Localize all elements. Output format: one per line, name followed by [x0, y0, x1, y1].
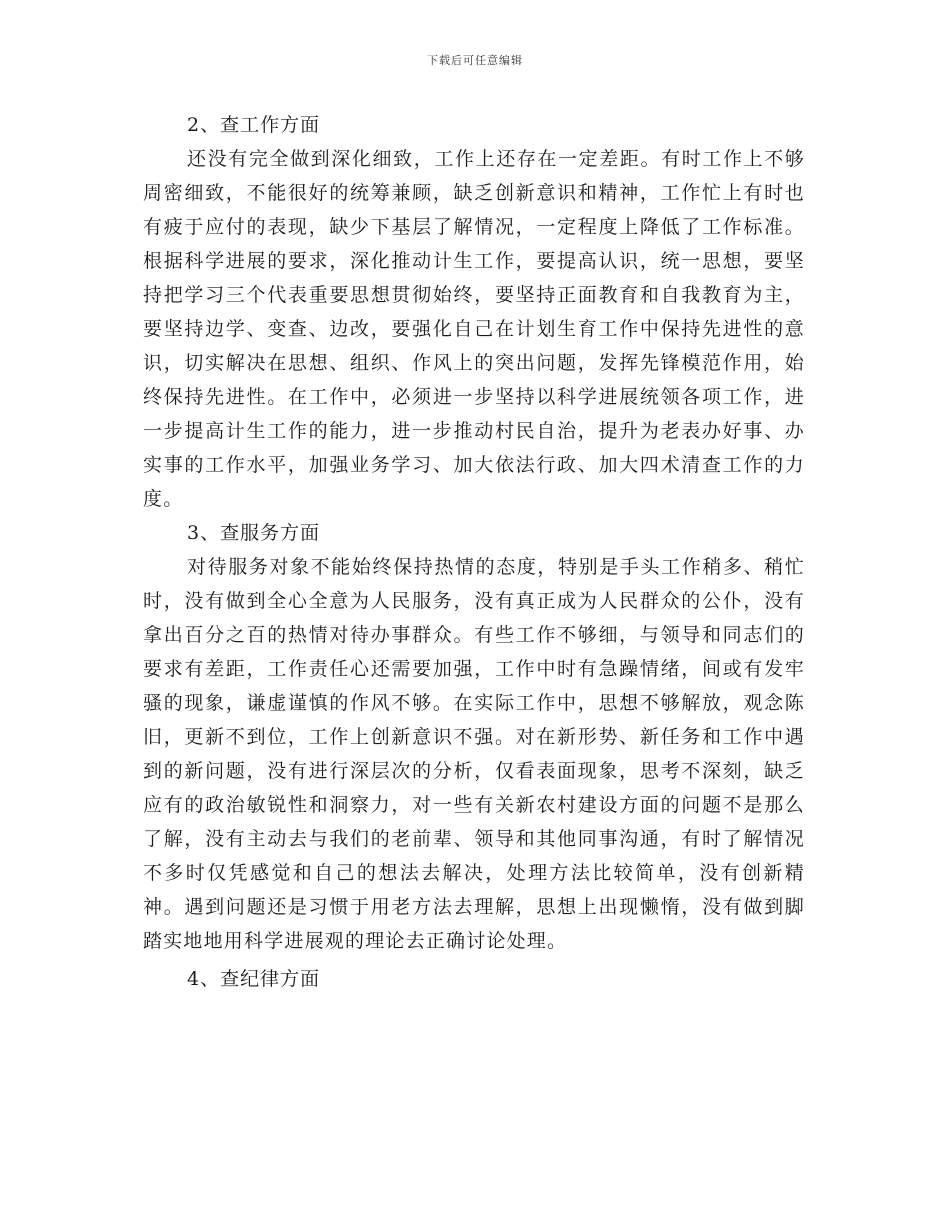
section-heading-work: 2、查工作方面 [187, 114, 321, 136]
section-body-work: 还没有完全做到深化细致，工作上还存在一定差距。有时工作上不够周密细致，不能很好的统筹兼顾，缺乏创新意识和精神，工作忙上有时也有疲于应付的表现，缺少下基层了解情况，一定程度上降低了工作标准。根据科学进展的要求，深化推动计生工作，要提高认识，统一思想，要坚持把学习三个代表重要思想贯彻始终，要坚持正面教育和自我教育为主，要坚持边学、变查、边改，要强化自己在计划生育工作中保持先进性的意识，切实解决在思想、组织、作风上的突出问题，发挥先锋模范作用，始终保持先进性。在工作中，必须进一步坚持以科学进展统领各项工作，进一步提高计生工作的能力，进一步推动村民自治，提升为老表办好事、办实事的工作水平，加强业务学习、加大依法行政、加大四术清查工作的力度。 [143, 148, 805, 510]
section-heading-discipline: 4、查纪律方面 [187, 968, 321, 990]
document-body [143, 108, 805, 996]
section-body-service: 对待服务对象不能始终保持热情的态度，特别是手头工作稍多、稍忙时，没有做到全心全意为人民服务，没有真正成为人民群众的公仆，没有拿出百分之百的热情对待办事群众。有些工作不够细，与领导和同志们的要求有差距，工作责任心还需要加强，工作中时有急躁情绪，间或有发牢骚的现象，谦虚谨慎的作风不够。在实际工作中，思想不够解放，观念陈旧，更新不到位，工作上创新意识不强。对在新形势、新任务和工作中遇到的新问题，没有进行深层次的分析，仅看表面现象，思考不深刻，缺乏应有的政治敏锐性和洞察力，对一些有关新农村建设方面的问题不是那么了解，没有主动去与我们的老前辈、领导和其他同事沟通，有时了解情况不多时仅凭感觉和自己的想法去解决，处理方法比较简单，没有创新精神。遇到问题还是习惯于用老方法去理解，思想上出现懒惰，没有做到脚踏实地地用科学进展观的理论去正确讨论处理。 [143, 556, 805, 952]
header-note: 下载后可任意编辑 [427, 54, 523, 67]
section-heading-service: 3、查服务方面 [187, 522, 321, 544]
